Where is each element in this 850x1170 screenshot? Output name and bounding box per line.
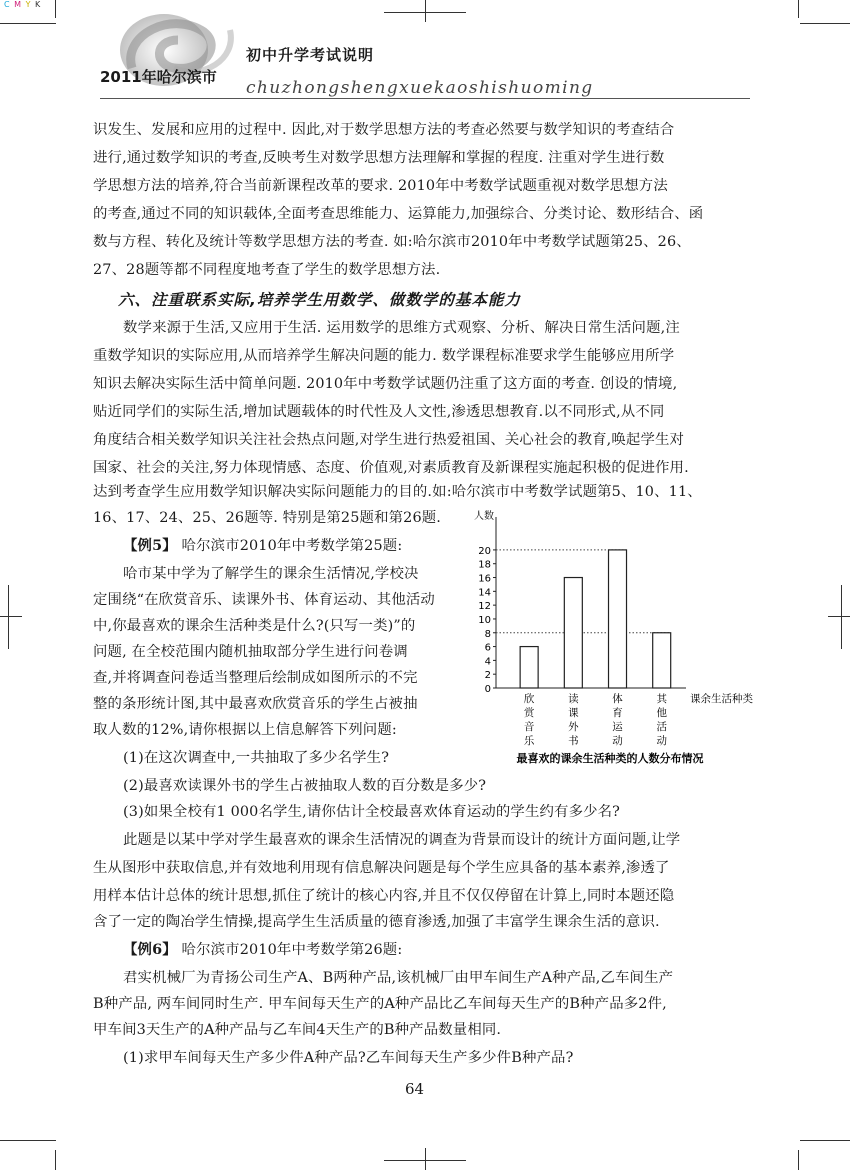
para2-line: 知识去解决实际生活中简单问题. 2010年中考数学试题仍注重了这方面的考查. 创设的情境, — [93, 376, 678, 392]
y-tick-label: 8 — [484, 628, 491, 640]
crop-mark-top-right — [800, 23, 850, 24]
example5-question: (3)如果全校有1 000名学生,请你估计全校最喜欢体育运动的学生约有多少名? — [123, 804, 621, 820]
para1-line: 学思想方法的培养,符合当前新课程改革的要求. 2010年中考数学试题重视对数学思想方法 — [93, 178, 668, 194]
example5-body-line: 问题, 在全校范围内随机抽取部分学生进行问卷调 — [93, 644, 408, 660]
x-tick-label: 音 — [523, 721, 535, 733]
y-tick-label: 6 — [484, 642, 491, 654]
y-tick-label: 16 — [478, 573, 491, 585]
x-tick-label: 赏 — [523, 707, 535, 719]
register-mark-top-v — [425, 0, 426, 22]
para2-line: 角度结合相关数学知识关注社会热点问题,对学生进行热爱祖国、关心社会的教育,唤起学生对 — [93, 432, 685, 448]
x-tick-label: 其 — [656, 693, 667, 705]
example6-label: 【例6】 — [123, 941, 177, 958]
x-axis-label: 课余生活种类 — [690, 693, 753, 705]
crop-mark-top-left — [0, 23, 56, 24]
crop-mark-top-right-v — [798, 0, 799, 18]
bar — [564, 578, 582, 688]
cmyk-k: K — [35, 0, 42, 9]
header-rule — [100, 98, 750, 99]
chart-title: 最喜欢的课余生活种类的人数分布情况 — [516, 752, 704, 765]
y-tick-label: 0 — [484, 684, 491, 695]
y-tick-label: 18 — [478, 559, 491, 571]
para1-line: 识发生、发展和应用的过程中. 因此,对于数学思想方法的考查必然要与数学知识的考查结合 — [93, 122, 675, 138]
bar-chart-svg — [460, 505, 760, 770]
bar — [653, 633, 671, 688]
x-tick-label: 他 — [656, 707, 667, 719]
y-tick-label: 14 — [478, 587, 491, 599]
example5-body-line: 中,你最喜欢的课余生活种类是什么?(只写一类)”的 — [93, 618, 416, 634]
y-tick-label: 20 — [478, 545, 491, 557]
x-tick-label: 外 — [568, 721, 579, 733]
x-tick-label: 课 — [568, 707, 579, 719]
crop-mark-bottom-left — [0, 1140, 56, 1141]
para2-line: 达到考查学生应用数学知识解决实际问题能力的目的.如:哈尔滨市中考数学试题第5、10、11、 — [93, 484, 702, 500]
cmyk-y: Y — [25, 0, 32, 9]
example5-question: (2)最喜欢读课外书的学生占被抽取人数的百分数是多少? — [123, 778, 487, 794]
bar-chart — [460, 505, 760, 770]
para1-line: 的考查,通过不同的知识载体,全面考查思维能力、运算能力,加强综合、分类讨论、数形结合、函 — [93, 206, 704, 222]
x-tick-label: 欣 — [523, 693, 535, 705]
para3-line: 用样本估计总体的统计思想,抓住了统计的核心内容,并且不仅仅停留在计算上,同时本题还隐 — [93, 888, 675, 904]
y-tick-label: 10 — [478, 614, 491, 626]
page-number: 64 — [405, 1080, 425, 1098]
crop-mark-bottom-right-v — [798, 1150, 799, 1170]
para2-line: 国家、社会的关注,努力体现情感、态度、价值观,对素质教育及新课程实施起积极的促进作用. — [93, 460, 689, 476]
x-tick-label: 育 — [612, 707, 623, 719]
y-tick-label: 12 — [478, 601, 491, 613]
example5-body-line: 定围绕“在欣赏音乐、读课外书、体育运动、其他活动 — [93, 592, 435, 608]
para1-line: 数与方程、转化及统计等数学思想方法的考查. 如:哈尔滨市2010年中考数学试题第25、26、 — [93, 234, 691, 250]
para1-line: 进行,通过数学知识的考查,反映考生对数学思想方法理解和掌握的程度. 注重对学生进行数 — [93, 150, 665, 166]
x-tick-label: 乐 — [523, 735, 535, 747]
example5-label: 【例5】 — [123, 537, 177, 554]
register-mark-right-h — [828, 616, 850, 617]
crop-mark-bottom-right — [800, 1140, 850, 1141]
register-mark-bottom-v — [425, 1148, 426, 1170]
cmyk-color-bar — [4, 0, 41, 9]
para1-line: 27、28题等都不同程度地考查了学生的数学思想方法. — [93, 262, 441, 278]
header-pinyin: chuzhongshengxuekaoshishuoming — [246, 78, 594, 98]
cmyk-c: C — [4, 0, 11, 9]
bar — [609, 550, 627, 688]
bar — [520, 647, 538, 688]
example5-body-line: 哈市某中学为了解学生的课余生活情况,学校决 — [123, 566, 419, 582]
para3-line: 生从图形中获取信息,并有效地利用现有信息解决问题是每个学生应具备的基本素养,渗透了 — [93, 860, 670, 876]
example5-body-line: 整的条形统计图,其中最喜欢欣赏音乐的学生占被抽 — [93, 696, 418, 712]
cmyk-m: M — [14, 0, 23, 9]
example6-question: (1)求甲车间每天生产多少件A种产品?乙车间每天生产多少件B种产品? — [123, 1050, 574, 1066]
example5-body-line: 查,并将调查问卷适当整理后绘制成如图所示的不完 — [93, 670, 418, 686]
example6-body-line: B种产品, 两车间同时生产. 甲车间每天生产的A种产品比乙车间每天生产的B种产品多2件, — [93, 996, 667, 1012]
example5-intro: 哈尔滨市2010年中考数学第25题: — [181, 538, 403, 554]
para2-line: 贴近同学们的实际生活,增加试题载体的时代性及人文性,渗透思想教育.以不同形式,从不同 — [93, 404, 665, 420]
x-tick-label: 书 — [568, 735, 579, 747]
x-tick-label: 活 — [656, 721, 667, 733]
crop-mark-top-left-v — [55, 0, 56, 18]
para2-line: 重数学知识的实际应用,从而培养学生解决问题的能力. 数学课程标准要求学生能够应用所学 — [93, 348, 675, 364]
x-tick-label: 动 — [656, 735, 667, 747]
crop-mark-bottom-left-v — [55, 1150, 56, 1170]
register-mark-left — [8, 585, 9, 649]
y-tick-label: 4 — [484, 656, 491, 668]
para3-line: 含了一定的陶冶学生情操,提高学生生活质量的德育渗透,加强了丰富学生课余生活的意识. — [93, 914, 660, 930]
x-tick-label: 动 — [612, 735, 623, 747]
para2-line: 16、17、24、25、26题等. 特别是第25题和第26题. — [93, 510, 442, 526]
example6-intro: 哈尔滨市2010年中考数学第26题: — [181, 942, 403, 958]
para3-line: 此题是以某中学对学生最喜欢的课余生活情况的调查为背景而设计的统计方面问题,让学 — [123, 832, 681, 848]
section-heading: 六、注重联系实际,培养学生用数学、做数学的基本能力 — [118, 291, 521, 309]
example6-body-line: 君实机械厂为青扬公司生产A、B两种产品,该机械厂由甲车间生产A种产品,乙车间生产 — [123, 970, 674, 986]
x-tick-label: 体 — [612, 693, 623, 705]
x-tick-label: 读 — [568, 693, 579, 705]
example6-body-line: 甲车间3天生产的A种产品与乙车间4天生产的B种产品数量相同. — [93, 1022, 502, 1038]
header-title: 初中升学考试说明 — [246, 46, 375, 64]
register-mark-right — [841, 585, 842, 649]
example5-question: (1)在这次调查中,一共抽取了多少名学生? — [123, 750, 390, 766]
x-tick-label: 运 — [612, 721, 623, 733]
register-mark-left-h — [0, 616, 22, 617]
para2-line: 数学来源于生活,又应用于生活. 运用数学的思维方式观察、分析、解决日常生活问题,注 — [123, 320, 680, 336]
header-year-city: 2011年哈尔滨市 — [100, 68, 217, 86]
example6-intro-line — [123, 940, 783, 960]
example5-intro-line — [123, 536, 493, 556]
example5-body-line: 取人数的12%,请你根据以上信息解答下列问题: — [93, 722, 397, 738]
y-axis-label: 人数 — [474, 511, 494, 522]
y-tick-label: 2 — [484, 670, 491, 682]
